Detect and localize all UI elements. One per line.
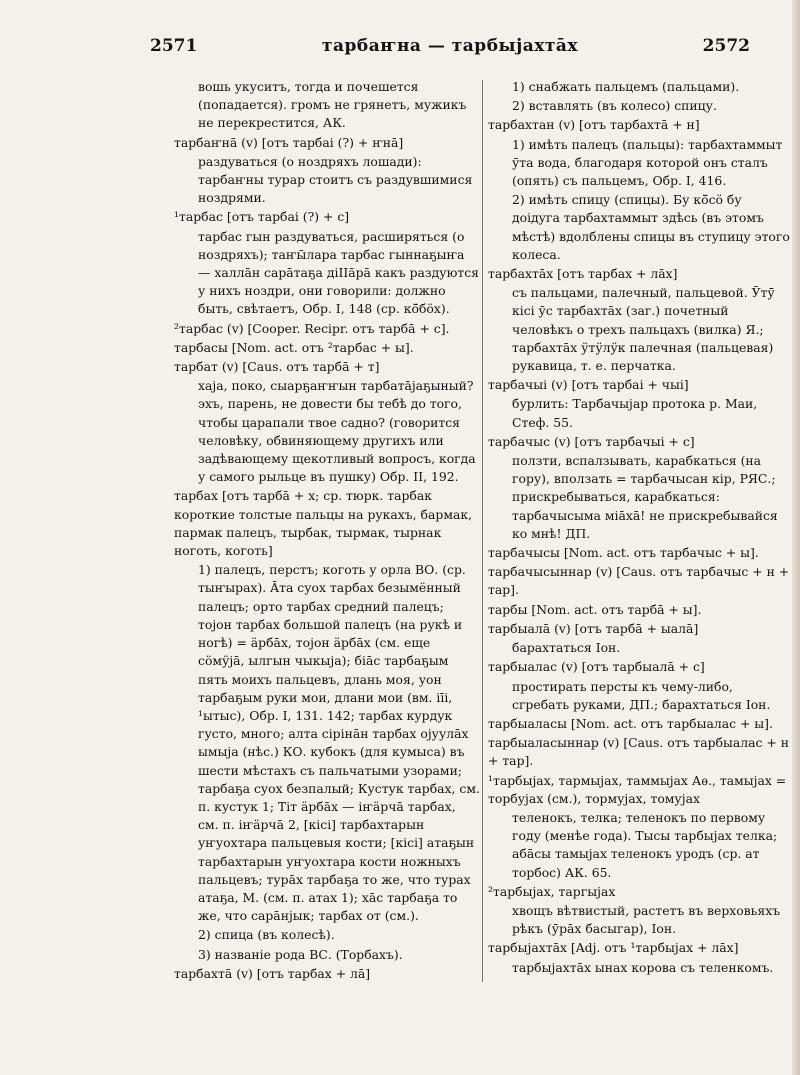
entry-definition: съ пальцами, палечный, пальцевой. Ӯтӯ̄ кісі ӯс тарбахтāх (заг.) почетный человѣкъ о трехъ пальцахъ (вилка) Я.; тарбахтāх ӱтӱлӱк палечная (пальцевая) рукавица, т. е. перчатка.: [512, 285, 775, 374]
entry-definition: 3) названіе рода ВС. (Торбахъ).: [198, 946, 403, 962]
entry-headword: тарбат (v) [Caus. отъ тарбā + т]: [174, 359, 380, 375]
entry-headword: тарбачысы [Nom. act. отъ тарбачыс + ы].: [488, 545, 759, 561]
entry-headword: ¹тарбыјах, тармыјах, таммыјах Аѳ., тамыјах = торбујах (см.), тормујах, томујах: [488, 772, 787, 806]
entry-headword: тарбасы [Nom. act. отъ ²тарбас + ы].: [174, 339, 414, 355]
entry-headword: тарбахтан (v) [отъ тарбахтā + н]: [488, 117, 700, 133]
entry-headword: тарбачыі (v) [отъ тарбаі + чыі]: [488, 377, 689, 393]
entry-headword: тарбаҥнā (v) [отъ тарбаі (?) + ҥнā]: [174, 134, 404, 150]
entry-headword: тарбахтāх [отъ тарбах + лāх]: [488, 266, 678, 282]
column-divider: [482, 80, 483, 982]
entry-headword: ²тарбыјах, таргыјах: [488, 883, 616, 899]
running-head: тарбаҥна — тарбыјахтāх: [321, 36, 579, 56]
entry-definition: ползти, вспалзывать, карабкаться (на гору), вползать = тарбачысан кір, РЯС.; прискребываться, карабкаться: тарбачысыма міāхā! не прискребывайся ко мнѣ! ДП.: [512, 453, 778, 541]
entry-headword: тарбыалā (v) [отъ тарбā + ыалā]: [488, 620, 699, 636]
entry-headword: тарбы [Nom. act. отъ тарбā + ы].: [488, 601, 702, 617]
entry-headword: тарбах [отъ тарбā + х; ср. тюрк. тарбак короткие толстые пальцы на рукахъ, бармак, пармак палецъ, тырбак, тырмак, тырнак ноготь, коготь]: [174, 488, 473, 559]
entry-definition: хаја, поко, сыарҕаҥҥын тарбатāјаҕыный? эхъ, парень, не довести бы тебѣ до того, чтобы царапали твое садно? (говорится человѣку, обвиняющему другихъ или задѣвающему щекотливый вопросъ, когда у самого рыльце въ пушку) Обр. II, 192.: [198, 378, 476, 485]
entry-definition: 1) снабжать пальцемъ (пальцами).: [512, 79, 740, 94]
right-column: [488, 78, 790, 978]
entry-definition: тарбыјахтāх ынах корова съ теленкомъ.: [512, 959, 774, 975]
entry-definition: бурлить: Тарбачыјар протока р. Маи, Стеф. 55.: [512, 396, 758, 430]
entry-headword: тарбыјахтāх [Adj. отъ ¹тарбыјах + лāх]: [488, 940, 739, 956]
entry-headword: ²тарбас (v) [Cooper. Recipr. отъ тарбā + с].: [174, 320, 450, 336]
entry-headword: тарбыаласыннар (v) [Caus. отъ тарбыалас + н + тар].: [488, 735, 789, 769]
entry-definition: раздуваться (о ноздряхъ лошади): тарбаҥны турар стоитъ съ раздувшимися ноздрями.: [198, 153, 473, 206]
entry-definition: простирать персты къ чему-либо, сгребать руками, ДП.; барахтаться Іон.: [512, 678, 771, 712]
page-header: [150, 36, 750, 60]
entry-definition: теленокъ, телка; теленокъ по первому году (менѣе года). Тысы тарбыјах телка; абāсы тамыјах теленокъ уродъ (ср. ат торбос) АК. 65.: [512, 809, 778, 880]
page-number-right: 2572: [702, 36, 750, 56]
entry-definition: хвощъ вѣтвистый, растетъ въ верховьяхъ рѣкъ (ӯрāх басыгар), Іон.: [512, 902, 781, 937]
entry-definition: тарбас гын раздуваться, расширяться (о ноздряхъ); таҥы̄лара тарбас гыннаҕыҥа — халлāн сарāтаҕа дiӀӀāрā какъ раздуются у нихъ ноздри, они говорили: должно быть, свѣтаетъ, Обр. I, 148 (ср. кӧ̄бӧх).: [198, 228, 479, 317]
entry-definition: 2) вставлять (въ колесо) спицу.: [512, 98, 717, 114]
entry-definition: 2) имѣть спицу (спицы). Бу кӧ̄сӧ бу доідуга тарбахтаммыт здѣсь (въ этомъ мѣстѣ) вдолблены спицы въ ступицу этого колеса.: [512, 192, 790, 262]
left-column: [174, 78, 480, 984]
entry-headword: тарбыаласы [Nom. act. отъ тарбыалас + ы].: [488, 715, 773, 731]
entry-headword: тарбыалас (v) [отъ тарбыалā + с]: [488, 659, 705, 675]
page-number-left: 2571: [150, 36, 198, 56]
entry-definition: 1) имѣть палецъ (пальцы): тарбахтаммыт ӯта вода, благодаря которой онъ сталъ (опять) съ пальцемъ, Обр. I, 416.: [512, 136, 783, 189]
entry-headword: тарбачыс (v) [отъ тарбачыі + с]: [488, 433, 695, 449]
page-edge: [792, 0, 800, 1075]
entry-definition: 1) палецъ, перстъ; коготь у орла ВО. (ср. тыҥырах). Āта суох тарбах безымённый палецъ; орто тарбах средний палецъ; тојон тарбах большой палецъ (на рукѣ и ногѣ) = ӓрбāх, тојон ӓрбāх (см. еще сӧмӱјā, ылгын чыкыја); біāс тарбаҕым пять моихъ пальцевъ, длань моя, уон тарбаҕым руки мои, длани мои (вм. iīi, ¹ытыс), Обр. I, 131. 142; тарбах курдук густо, много; алта сірінāн тарбах ојуулāх ымыја (нѣс.) КО. кубокъ (для кумыса) въ шести мѣстахъ съ пальчатыми узорами; тарбаҕа суох безпалый; Кустук тарбах, см. п. кустук 1; Тіт ӓрбāх — іҥӓрчā тарбах, см. п. іҥӓрчā 2, [кісі] тарбахтарын уҥуохтара пальцевыя кости; [кісі] атаҕын тарбахтарын уҥуохтара кости ножныхъ пальцевъ; турāх тарбаҕа то же, что турах атаҕа, М. (см. п. атах 1); хāс тарбаҕа то же, что сарāнјык; тарбах от (см.).: [198, 562, 480, 924]
entry-definition: 2) спица (въ колесѣ).: [198, 927, 335, 943]
entry-headword: тарбачысыннар (v) [Caus. отъ тарбачыс + н + тар].: [488, 564, 790, 598]
entry-definition: вошь укуситъ, тогда и почешется (попадается). громъ не грянетъ, мужикъ не перекрестится, АК.: [198, 79, 467, 131]
entry-definition: барахтаться Іон.: [512, 640, 621, 656]
entry-headword: ¹тарбас [отъ тарбаі (?) + с]: [174, 209, 350, 225]
entry-headword: тарбахтā (v) [отъ тарбах + лā]: [174, 965, 371, 981]
